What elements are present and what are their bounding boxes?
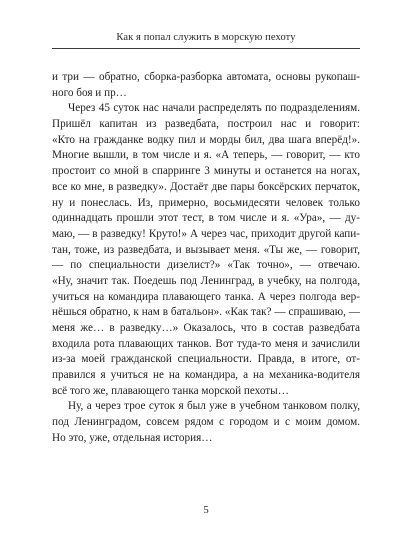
page-number: 5 <box>203 504 209 516</box>
text-line: маю, — в разведку! Круто!» А через час, приходит другой капи- <box>52 227 360 240</box>
text-line: «Ну, значит так. Поедешь под Ленинград, в учебку, на полгода, <box>52 274 360 287</box>
text-line: Через 45 суток нас начали распределять по подразделениям. <box>68 102 360 115</box>
text-line: ного боя и пр… <box>52 86 127 99</box>
text-line: и три — обратно, сборка-разборка автомата, основы рукопаш- <box>52 71 360 83</box>
text-line: ну и понеслась. Из, примерно, восьмидесяти человек только <box>52 196 360 209</box>
text-line: простоит со мной в спарринге 3 минуты и останется на ногах, <box>52 165 360 178</box>
text-line: тан, тоже, из разведбата, и вызывает меня. «Ты же, — говорит, <box>52 243 360 256</box>
text-line: учиться на командира плавающего танка. А через полгода вер- <box>52 290 360 303</box>
text-line: одиннадцать прошли этот тест, в том числе и я. «Ура», — ду- <box>52 212 360 225</box>
text-line: Пришёл капитан из разведбата, построил нас и говорит: <box>52 118 360 131</box>
text-line: — по специальности дизелист?» «Так точно», — отвечаю. <box>52 259 360 272</box>
text-line: из-за моей гражданской специальности. Правда, в итоге, от- <box>52 353 360 366</box>
text-line: правился я учиться не на командира, а на механика-водителя <box>52 369 360 382</box>
text-line: нёшься обратно, к нам в батальон». «Как так? — спрашиваю, — <box>52 306 360 319</box>
text-line: все ко мне, в разведку». Достаёт две пары боксёрских перчаток, <box>52 180 360 193</box>
text-line: меня же… в разведку…» Оказалось, что в состав разведбата <box>52 322 360 334</box>
header-rule <box>52 48 360 49</box>
text-line: Но это, уже, отдельная история… <box>52 431 213 444</box>
text-line: всё того же, плавающего танка морской пехоты… <box>52 384 289 397</box>
running-head: Как я попал служить в морскую пехоту <box>116 32 296 43</box>
text-line: «Кто на гражданке водку пил и морды бил, два шага вперёд!». <box>52 133 360 146</box>
body-text <box>52 70 360 447</box>
text-line: под Ленинградом, совсем рядом с городом и с моим домом. <box>52 416 360 429</box>
text-line: Ну, а через трое суток я был уже в учебном танковом полку, <box>68 400 360 413</box>
text-line: входила рота плавающих танков. Вот туда-то меня и зачислили <box>52 337 360 350</box>
text-line: Многие вышли, в том числе и я. «А теперь, — говорит, — кто <box>52 149 360 162</box>
